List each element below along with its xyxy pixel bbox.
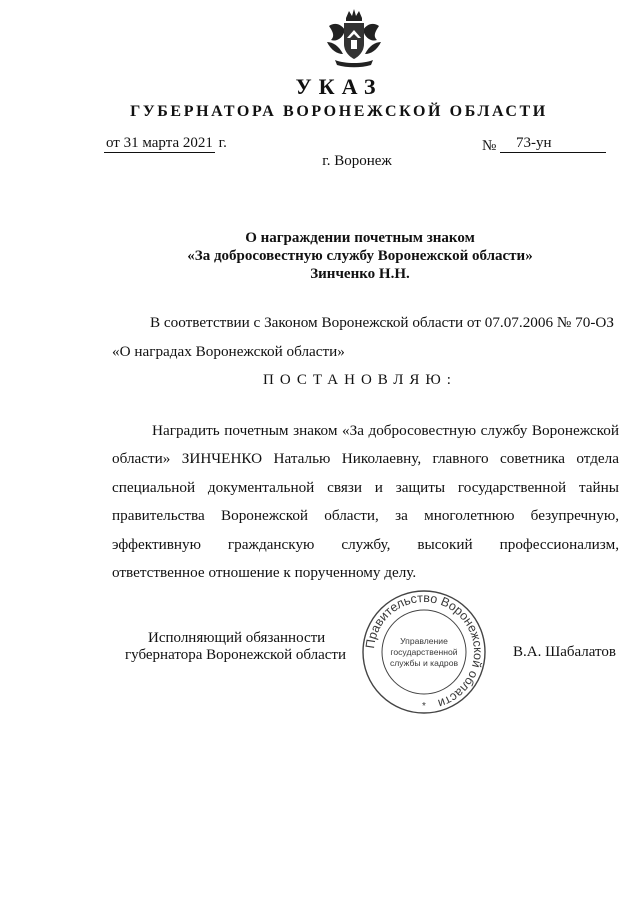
stamp-star: * [422, 701, 426, 712]
signatory-position-line-2: губернатора Воронежской области [125, 647, 346, 663]
coat-of-arms-icon [325, 8, 383, 70]
document-subtitle: ГУБЕРНАТОРА ВОРОНЕЖСКОЙ ОБЛАСТИ [130, 103, 548, 120]
heading-line-2: «За добросовестную службу Воронежской области» [187, 248, 533, 264]
stamp-center-line-3: службы и кадров [389, 658, 459, 668]
heading-line-3: Зинченко Н.Н. [310, 266, 410, 282]
stamp-ring-text: Правительство Воронежской области [363, 590, 486, 711]
decree-body-text: Наградить почетным знаком «За добросовестную службу Воронежской области» ЗИНЧЕНКО Наталью Николаевну, главного советника отдела специальной документальной связи и защиты государственной тайны правительства Воронежской области, за многолетнюю безупречную, эффективную гражданскую службу, высокий профессионализм, ответственное отношение к порученному делу. [112, 422, 619, 582]
heading-line-1: О награждении почетным знаком [245, 230, 475, 246]
number-label: № [482, 138, 497, 154]
date-line [104, 135, 227, 153]
date-value: 31 марта 2021 [123, 135, 213, 151]
city: г. Воронеж [322, 153, 392, 169]
signatory-name: В.А. Шабалатов [513, 644, 616, 660]
decree-word: ПОСТАНОВЛЯЮ: [263, 372, 457, 388]
document-title: УКАЗ [295, 74, 383, 99]
date-suffix: г. [218, 135, 227, 151]
date-prefix: от [106, 135, 120, 151]
basis-line-2: «О наградах Воронежской области» [112, 343, 345, 360]
document-number: 73-ун [500, 135, 606, 153]
official-stamp [360, 588, 488, 716]
stamp-center-line-2: государственной [390, 647, 458, 657]
basis-line-1: В соответствии с Законом Воронежской области от 07.07.2006 № 70-ОЗ [150, 314, 614, 331]
signatory-position-line-1: Исполняющий обязанности [148, 630, 326, 646]
stamp-center-line-1: Управление [400, 636, 448, 646]
